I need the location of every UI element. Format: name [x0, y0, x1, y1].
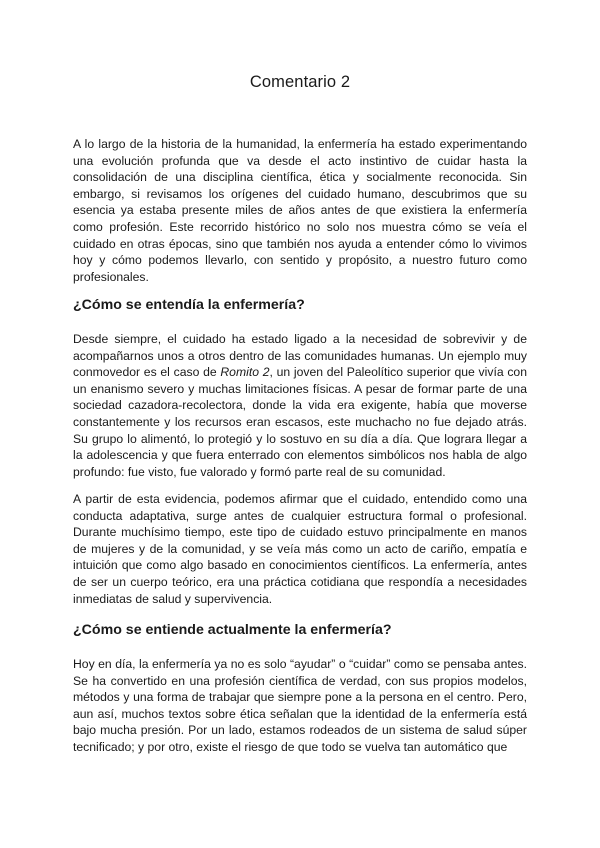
section1-paragraph-2: A partir de esta evidencia, podemos afirmar que el cuidado, entendido como una conducta adaptativa, surge antes de cualquier estructura formal o profesional. Durante muchísimo tiempo, este tipo de cuidado estuvo principalmente en manos de mujeres y de la comunidad, y se veía más como un acto de cariño, empatía e intuición que como algo basado en conocimientos científicos. La enfermería, antes de ser un cuerpo teórico, era una práctica cotidiana que respondía a necesidades inmediatas de salud y supervivencia.: [73, 492, 527, 606]
section1-paragraph-1: [73, 331, 527, 480]
document-title: Comentario 2: [249, 73, 351, 91]
section2-paragraph-1: Hoy en día, la enfermería ya no es solo “ayudar” o “cuidar” como se pensaba antes. Se ha convertido en una profesión científica de verdad, con sus propios modelos, métodos y una forma de trabajar que siempre pone a la persona en el centro. Pero, aun así, muchos textos sobre ética señalan que la identidad de la enfermería está bajo mucha presión. Por un lado, estamos rodeados de un sistema de salud súper tecnificado; y por otro, existe el riesgo de que todo se vuelva tan automático que: [73, 657, 527, 754]
section1-paragraph-1-part-b: , un joven del Paleolítico superior que vivía con un enanismo severo y muchas limitaciones físicas. A pesar de formar parte de una sociedad cazadora-recolectora, donde la vida era exigente, había que moverse constantemente y los recursos eran escasos, este muchacho no fue dejado atrás. Su grupo lo alimentó, lo protegió y lo sostuvo en su día a día. Que lograra llegar a la adolescencia y que fuera enterrado con elementos simbólicos nos habla de algo profundo: fue visto, fue valorado y formó parte real de su comunidad.: [73, 365, 527, 479]
section1-heading: ¿Cómo se entendía la enfermería?: [73, 297, 305, 313]
intro-paragraph: A lo largo de la historia de la humanidad, la enfermería ha estado experimentando una evolución profunda que va desde el acto instintivo de cuidar hasta la consolidación de una disciplina científica, ética y socialmente reconocida. Sin embargo, si revisamos los orígenes del cuidado humano, descubrimos que su esencia ya estaba presente miles de años antes de que existiera la enfermería como profesión. Este recorrido histórico no solo nos muestra cómo se veía el cuidado en otras épocas, sino que también nos ayuda a entender cómo lo vivimos hoy y cómo podemos llevarlo, con sentido y propósito, a nuestro futuro como profesionales.: [73, 137, 527, 284]
romito-italic: Romito 2: [220, 365, 270, 380]
section1-paragraph-1-part-a: Desde siempre, el cuidado ha estado ligado a la necesidad de sobrevivir y de acompañarnos unos a otros dentro de las comunidades humanas. Un ejemplo muy conmovedor es el caso de: [73, 332, 527, 380]
section2-heading: ¿Cómo se entiende actualmente la enfermería?: [73, 622, 392, 638]
